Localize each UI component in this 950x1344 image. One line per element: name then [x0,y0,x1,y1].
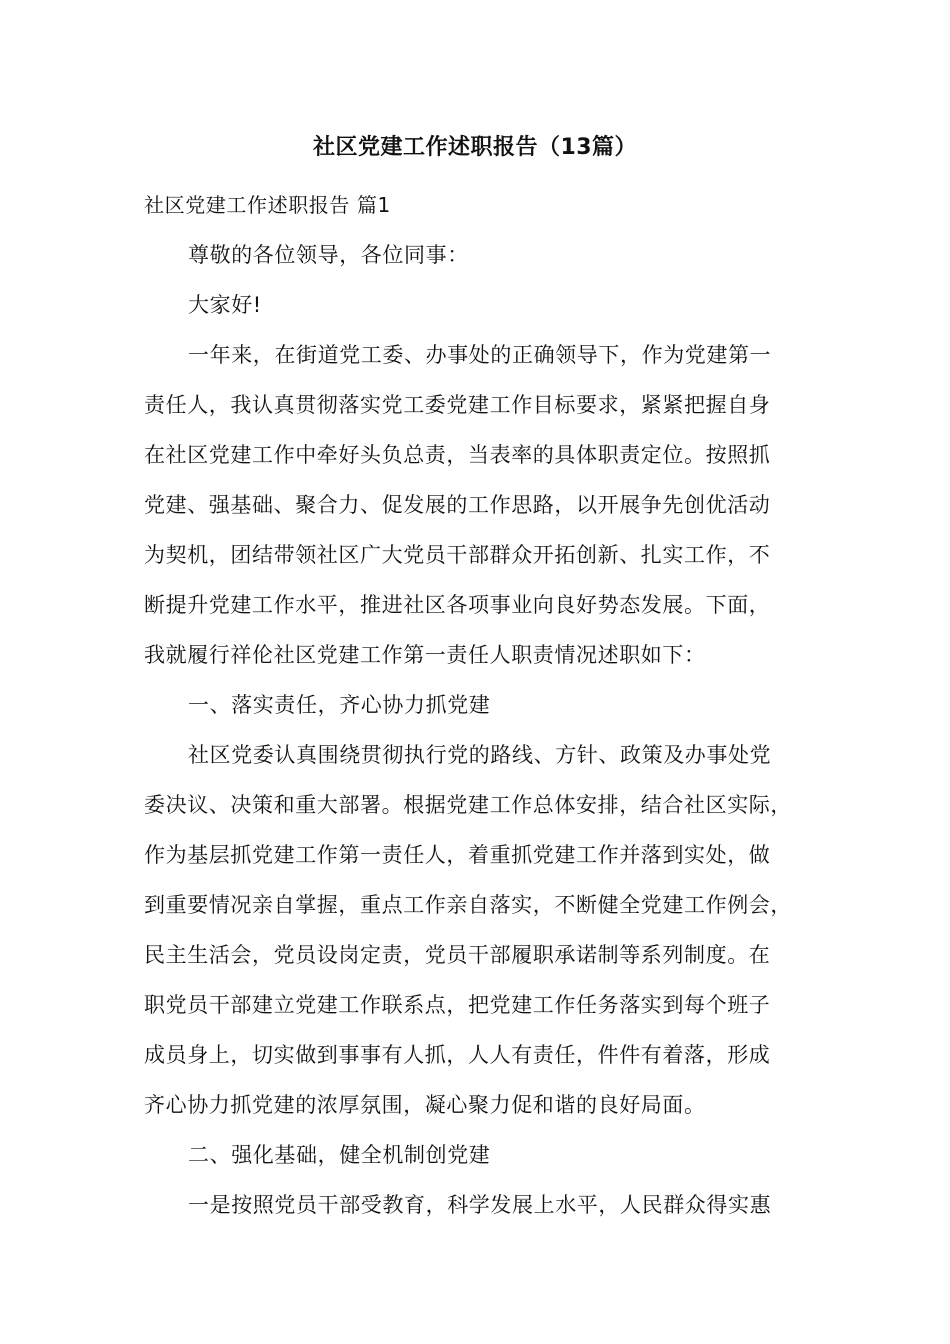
paragraph-line: 责任人，我认真贯彻落实党工委党建工作目标要求，紧紧把握自身 [144,393,771,417]
paragraph-line: 党建、强基础、聚合力、促发展的工作思路，以开展争先创优活动 [144,493,771,517]
paragraph-line: 为契机，团结带领社区广大党员干部群众开拓创新、扎实工作，不 [144,543,771,567]
paragraph-line: 一是按照党员干部受教育，科学发展上水平，人民群众得实惠 [188,1193,772,1217]
paragraph-line: 作为基层抓党建工作第一责任人，着重抓党建工作并落到实处，做 [144,843,771,867]
paragraph-line: 民主生活会，党员设岗定责，党员干部履职承诺制等系列制度。在 [144,943,771,967]
document-title: 社区党建工作述职报告（13篇） [312,135,638,160]
paragraph-line: 断提升党建工作水平，推进社区各项事业向良好势态发展。下面， [144,593,771,617]
subsection-heading: 二、强化基础，健全机制创党建 [188,1143,491,1167]
subsection-heading: 一、落实责任，齐心协力抓党建 [188,693,491,717]
paragraph-line: 职党员干部建立党建工作联系点，把党建工作任务落实到每个班子 [144,993,771,1017]
paragraph-line: 我就履行祥伦社区党建工作第一责任人职责情况述职如下： [144,643,706,667]
paragraph-line: 在社区党建工作中牵好头负总责，当表率的具体职责定位。按照抓 [144,443,771,467]
salutation: 尊敬的各位领导，各位同事： [188,243,469,267]
paragraph-line: 一年来，在街道党工委、办事处的正确领导下，作为党建第一 [188,343,772,367]
paragraph-line: 成员身上，切实做到事事有人抓，人人有责任，件件有着落，形成 [144,1043,771,1067]
document-body [144,180,834,1230]
greeting: 大家好! [188,293,262,317]
paragraph-line: 委决议、决策和重大部署。根据党建工作总体安排，结合社区实际， [144,793,792,817]
paragraph-line: 齐心协力抓党建的浓厚氛围，凝心聚力促和谐的良好局面。 [144,1093,706,1117]
section-heading: 社区党建工作述职报告 篇1 [144,193,391,217]
paragraph-line: 社区党委认真围绕贯彻执行党的路线、方针、政策及办事处党 [188,743,772,767]
paragraph-line: 到重要情况亲自掌握，重点工作亲自落实，不断健全党建工作例会， [144,893,792,917]
